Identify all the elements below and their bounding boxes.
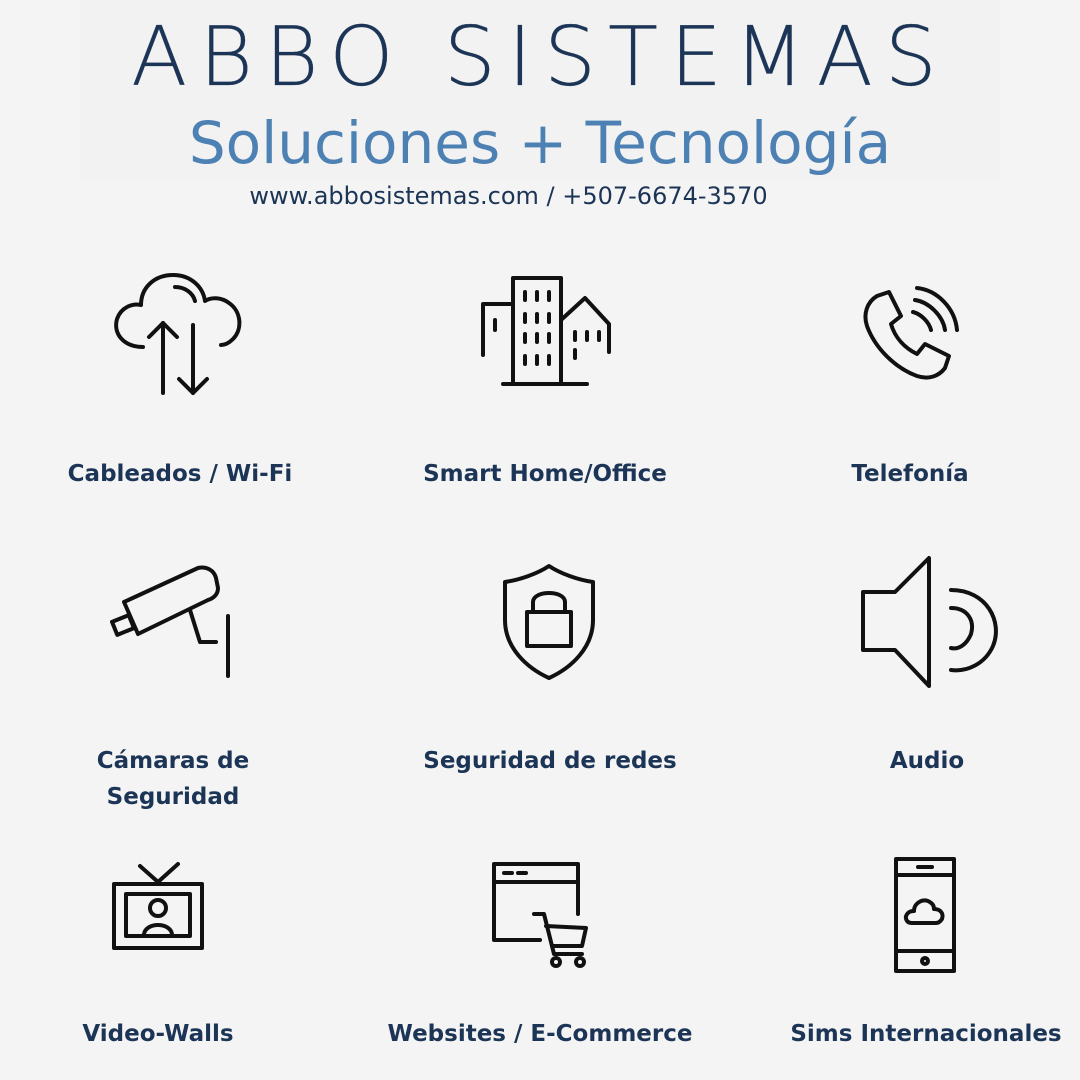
security-camera-icon [110,560,245,685]
brand-title: ABBO SISTEMAS [131,10,949,105]
service-label-telefonia: Telefonía [851,461,969,487]
browser-cart-icon [488,858,593,973]
cloud-upload-download-icon [105,265,255,405]
service-label-audio: Audio [889,748,965,774]
service-label-seguridad-redes: Seguridad de redes [423,748,677,774]
service-label-smart-home: Smart Home/Office [423,461,667,487]
tv-icon [108,860,208,955]
phone-ringing-icon [855,280,965,390]
contact-info[interactable]: www.abbosistemas.com / +507-6674-3570 [249,182,768,210]
smartphone-cloud-icon [890,855,960,977]
service-label-sims: Sims Internacionales [790,1021,1062,1047]
brand-tagline: Soluciones + Tecnología [188,109,892,177]
speaker-icon [855,550,1000,695]
service-label-video-walls: Video-Walls [82,1021,234,1047]
service-label-camaras: Cámaras de Seguridad [96,748,250,810]
buildings-icon [475,270,620,395]
service-label-websites: Websites / E-Commerce [387,1021,693,1047]
shield-lock-icon [497,560,602,685]
service-label-cableados: Cableados / Wi-Fi [67,461,293,487]
